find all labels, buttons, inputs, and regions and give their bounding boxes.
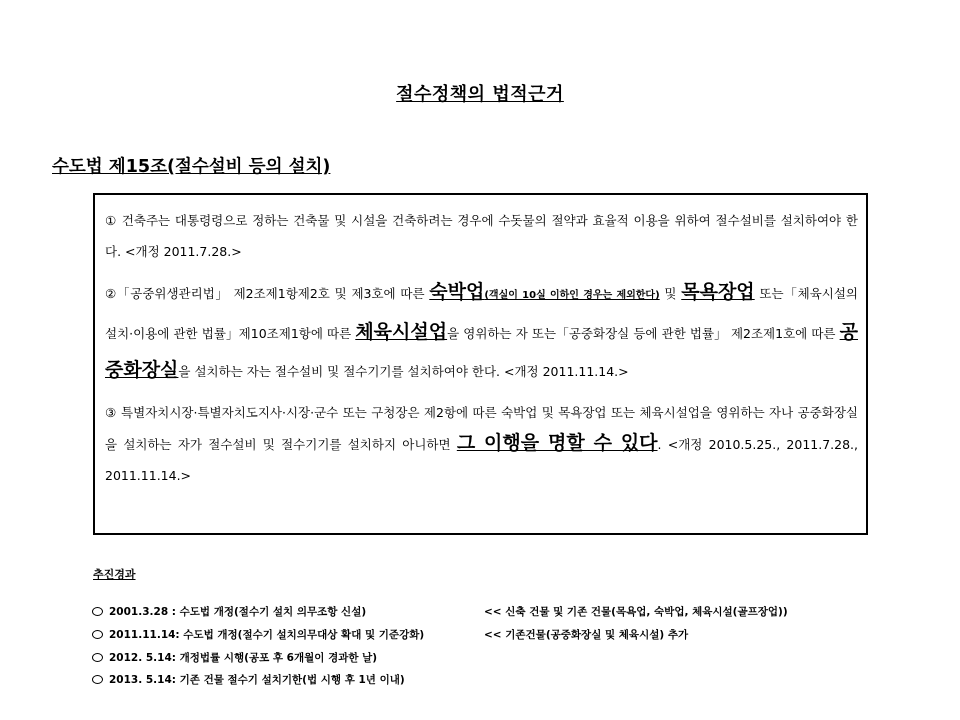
clause-2-emphasis-lodging: 숙박업	[429, 281, 485, 303]
clause-2-text-4: 을 영위하는 자 또는「공중화장실 등에 관한 법률」 제2조제1호에 따른	[447, 326, 840, 341]
clause-1: ① 건축주는 대통령령으로 정하는 건축물 및 시설을 건축하려는 경우에 수돗물의 절약과 효율적 이용을 위하여 절수설비를 설치하여야 한다. <개정 2011.7.28.>	[105, 213, 858, 259]
history-item	[92, 650, 377, 665]
clause-2-emphasis-bathhouse: 목욕장업	[681, 281, 755, 303]
law-text-box	[93, 193, 868, 535]
page-title: 절수정책의 법적근거	[396, 84, 564, 105]
clause-2	[105, 274, 858, 390]
clause-2-lodging-note: (객실이 10실 이하인 경우는 제외한다)	[484, 290, 660, 301]
history-item	[92, 672, 405, 687]
history-item-text: 2001.3.28 : 수도법 개정(절수기 설치 의무조항 신설)	[109, 606, 367, 618]
section-heading: 수도법 제15조(절수설비 등의 설치)	[52, 157, 331, 177]
clause-2-text-3: 또는「체육시설의 설치·이용에 관한 법률」제10조제1항에 따른	[105, 286, 858, 341]
clause-3	[105, 397, 858, 491]
clause-2-emphasis-toilet: 공중화장실	[105, 321, 858, 381]
history-item-text: 2011.11.14: 수도법 개정(절수기 설치의무대상 확대 및 기준강화)	[109, 629, 425, 641]
circle-bullet-icon	[92, 653, 103, 662]
circle-bullet-icon	[92, 630, 103, 639]
history-item	[92, 604, 788, 619]
clause-3-text-2: . <개정 2010.5.25., 2011.7.28., 2011.11.14.>	[105, 437, 858, 483]
clause-2-text-1: ②「공중위생관리법」 제2조제1항제2호 및 제3호에 따른	[105, 286, 430, 301]
history-item-note: << 기존건물(공중화장실 및 체육시설) 추가	[484, 629, 689, 641]
circle-bullet-icon	[92, 675, 103, 684]
history-heading: 추진경과	[93, 568, 136, 581]
clause-3-emphasis-order: 그 이행을 명할 수 있다	[456, 432, 658, 454]
clause-3-text-1: ③ 특별자치시장·특별자치도지사·시장·군수 또는 구청장은 제2항에 따른 숙박업 및 목욕장업 또는 체육시설업을 영위하는 자나 공중화장실을 설치하는 자가 절수설비 및 절수기기를 설치하지 아니하면	[105, 405, 858, 452]
history-item-text: 2013. 5.14: 기존 건물 절수기 설치기한(법 시행 후 1년 이내)	[109, 674, 405, 686]
history-item-text: 2012. 5.14: 개정법률 시행(공포 후 6개월이 경과한 날)	[109, 652, 378, 664]
history-item-note: << 신축 건물 및 기존 건물(목욕업, 숙박업, 체육시설(골프장업))	[484, 606, 788, 618]
circle-bullet-icon	[92, 607, 103, 616]
clause-2-text-5: 을 설치하는 자는 절수설비 및 절수기기를 설치하여야 한다. <개정 2011.11.14.>	[178, 364, 629, 379]
clause-2-text-2: 및	[659, 286, 682, 301]
history-item	[92, 627, 689, 642]
clause-2-emphasis-sports: 체육시설업	[355, 321, 448, 343]
